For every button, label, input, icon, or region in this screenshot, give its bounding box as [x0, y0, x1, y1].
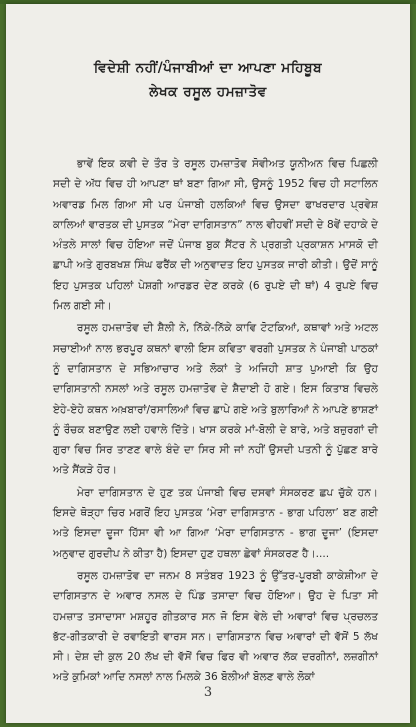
paragraph: ਰਸੂਲ ਹਮਜ਼ਾਤੋਵ ਦੀ ਸ਼ੈਲੀ ਨੇ, ਨਿੱਕੇ-ਨਿੱਕੇ ਕਾਵਿ ਟੋਟਕਿਆਂ, ਕਥਾਵਾਂ ਅਤੇ ਅਟਲ ਸਚਾਈਆਂ ਨਾਲ ਭਰਪੂਰ ਕਥਨਾਂ ਵਾਲੀ ਇਸ ਕਵਿਤਾ ਵਰਗੀ ਪੁਸਤਕ ਨੇ ਪੰਜਾਬੀ ਪਾਠਕਾਂ ਨੂੰ ਦਾਗਿਸਤਾਨ ਦੇ ਸਭਿਆਚਾਰ ਅਤੇ ਲੋਕਾਂ ਤੇ ਅਜਿਹੀ ਸ਼ਾਤ ਪੁਆਈ ਕਿ ਉਹ ਦਾਗਿਸਤਾਨੀ ਨਸਲਾਂ ਅਤੇ ਰਸੂਲ ਹਮਜ਼ਾਤੋਵ ਦੇ ਸ਼ੈਦਾਈ ਹੋ ਗਏ। ਇਸ ਕਿਤਾਬ ਵਿਚਲੇ ਏਹੇ-ਏਹੇ ਕਥਨ ਅਖ਼ਬਾਰਾਂ/ਰਸਾਲਿਆਂ ਵਿਚ ਛਾਪੇ ਗਏ ਅਤੇ ਬੁਲਾਰਿਆਂ ਨੇ ਆਪਣੇ ਭਾਸ਼ਣਾਂ ਨੂੰ ਰੌਚਕ ਬਣਾਉਣ ਲਈ ਹਵਾਲੇ ਦਿੱਤੇ। ਖਾਸ ਕਰਕੇ ਮਾਂ-ਬੋਲੀ ਦੇ ਬਾਰੇ, ਅਤੇ ਬਜ਼ੁਰਗਾਂ ਦੀ ਗੁਰਾ ਵਿਚ ਸਿਰ ਤਾਣਣ ਵਾਲੇ ਬੰਦੇ ਦਾ ਸਿਰ ਸੀ ਜਾਂ ਨਹੀਂ ਉਸਦੀ ਪਤਨੀ ਨੂੰ ਪੁੱਛਣ ਬਾਰੇ ਅਤੇ ਸੈਂਕੜੇ ਹੋਰ।: [53, 322, 378, 477]
paragraph: ਮੇਰਾ ਦਾਗਿਸਤਾਨ ਦੇ ਹੁਣ ਤਕ ਪੰਜਾਬੀ ਵਿਚ ਦਸਵਾਂ ਸੰਸਕਰਣ ਛਪ ਚੁੱਕੇ ਹਨ। ਇਸਦੇ ਥੋੜ੍ਹਾ ਚਿਰ ਮਗਰੋਂ ਇਹ ਪੁਸਤਕ ‘ਮੇਰਾ ਦਾਗਿਸਤਾਨ - ਭਾਗ ਪਹਿਲਾ’ ਬਣ ਗਈ ਅਤੇ ਇਸਦਾ ਦੂਜਾ ਹਿੱਸਾ ਵੀ ਆ ਗਿਆ ‘ਮੇਰਾ ਦਾਗਿਸਤਾਨ - ਭਾਗ ਦੂਜਾ’ (ਇਸਦਾ ਅਨੁਵਾਦ ਗੁਰਦੀਪ ਨੇ ਕੀਤਾ ਹੈ) ਇਸਦਾ ਹੁਣ ਹਥਲਾ ਛੇਵਾਂ ਸੰਸਕਰਣ ਹੈ।....: [53, 486, 378, 560]
chapter-title: [6, 56, 410, 104]
book-page: [6, 4, 410, 723]
paragraph: ਰਸੂਲ ਹਮਜ਼ਾਤੋਵ ਦਾ ਜਨਮ 8 ਸਤੰਬਰ 1923 ਨੂੰ ਉੱਤਰ-ਪੂਰਬੀ ਕਾਕੇਸ਼ੀਆ ਦੇ ਦਾਗਿਸਤਾਨ ਦੇ ਅਵਾਰ ਨਸਲ ਦੇ ਪਿੰਡ ਤਸਾਦਾ ਵਿਚ ਹੋਇਆ। ਉਹ ਦੇ ਪਿਤਾ ਸੀ ਹਮਜ਼ਾਤ ਤਸਾਦਾਸਾ ਮਸ਼ਹੂਰ ਗੀਤਕਾਰ ਸਨ ਜੋ ਇਸ ਵੇਲੇ ਦੀ ਅਵਾਰਾਂ ਵਿਚ ਪ੍ਰਚਲਤ ਭੱਟ-ਗੀਤਕਾਰੀ ਦੇ ਰਵਾਇਤੀ ਵਾਰਸ ਸਨ। ਦਾਗਿਸਤਾਨ ਵਿਚ ਅਵਾਰਾਂ ਦੀ ਵੱਸੋਂ 5 ਲੱਖ ਸੀ। ਦੇਸ਼ ਦੀ ਕੁਲ 20 ਲੱਖ ਦੀ ਵੱਸੋਂ ਵਿਚ ਫਿਰ ਵੀ ਅਵਾਰ ਲੱਕ ਦਰਗੀਨਾਂ, ਲਜ਼ਗੀਨਾਂ ਅਤੇ ਕੁਮਿਕਾਂ ਆਦਿ ਨਸਲਾਂ ਨਾਲ ਮਿਲਕੇ 36 ਬੋਲੀਆਂ ਬੋਲਣ ਵਾਲੇ ਲੋਕਾਂ: [53, 569, 378, 684]
chapter-title-line-1: ਵਿਦੇਸ਼ੀ ਨਹੀਂ/ਪੰਜਾਬੀਆਂ ਦਾ ਆਪਣਾ ਮਹਿਬੂਬ: [93, 60, 323, 76]
page-number: 3: [203, 685, 213, 700]
chapter-title-line-2: ਲੇਖਕ ਰਸੂਲ ਹਮਜ਼ਾਤੋਵ: [149, 84, 267, 100]
body-text: [53, 154, 378, 690]
paragraph: ਭਾਵੇਂ ਇਕ ਕਵੀ ਦੇ ਤੌਰ ਤੇ ਰਸੂਲ ਹਮਜ਼ਾਤੋਵ ਸੋਵੀਅਤ ਯੂਨੀਅਨ ਵਿਚ ਪਿਛਲੀ ਸਦੀ ਦੇ ਅੱਧ ਵਿਚ ਹੀ ਆਪਣਾ ਥਾਂ ਬਣਾ ਗਿਆ ਸੀ, ਉਸਨੂੰ 1952 ਵਿਚ ਹੀ ਸਟਾਲਿਨ ਅਵਾਰਡ ਮਿਲ ਗਿਆ ਸੀ ਪਰ ਪੰਜਾਬੀ ਹਲਕਿਆਂ ਵਿਚ ਉਸਦਾ ਫਾਖਰਦਾਰ ਪ੍ਰਵੇਸ਼ ਕਾਲਿਆਂ ਵਾਰਤਕ ਦੀ ਪੁਸਤਕ “ਮੇਰਾ ਦਾਗਿਸਤਾਨ” ਨਾਲ ਵੀਹਵੀਂ ਸਦੀ ਦੇ 8ਵੇਂ ਦਹਾਕੇ ਦੇ ਅੰਤਲੇ ਸਾਲਾਂ ਵਿਚ ਹੋਇਆ ਜਦੋਂ ਪੰਜਾਬ ਬੁਕ ਸੈਂਟਰ ਨੇ ਪ੍ਰਗਤੀ ਪ੍ਰਕਾਸ਼ਨ ਮਾਸਕੋ ਦੀ ਛਾਪੀ ਅਤੇ ਗੁਰਬਖਸ਼ ਸਿੰਘ ਫਰੈਂਕ ਦੀ ਅਨੁਵਾਦਤ ਇਹ ਪੁਸਤਕ ਜਾਰੀ ਕੀਤੀ। ਉਦੋਂ ਸਾਨੂੰ ਇਹ ਪੁਸਤਕ ਪਹਿਲਾਂ ਪੇਸ਼ਗੀ ਆਰਡਰ ਦੇਣ ਕਰਕੇ (6 ਰੁਪਏ ਦੀ ਥਾਂ) 4 ਰੁਪਏ ਵਿਚ ਮਿਲ ਗਈ ਸੀ।: [53, 158, 378, 313]
